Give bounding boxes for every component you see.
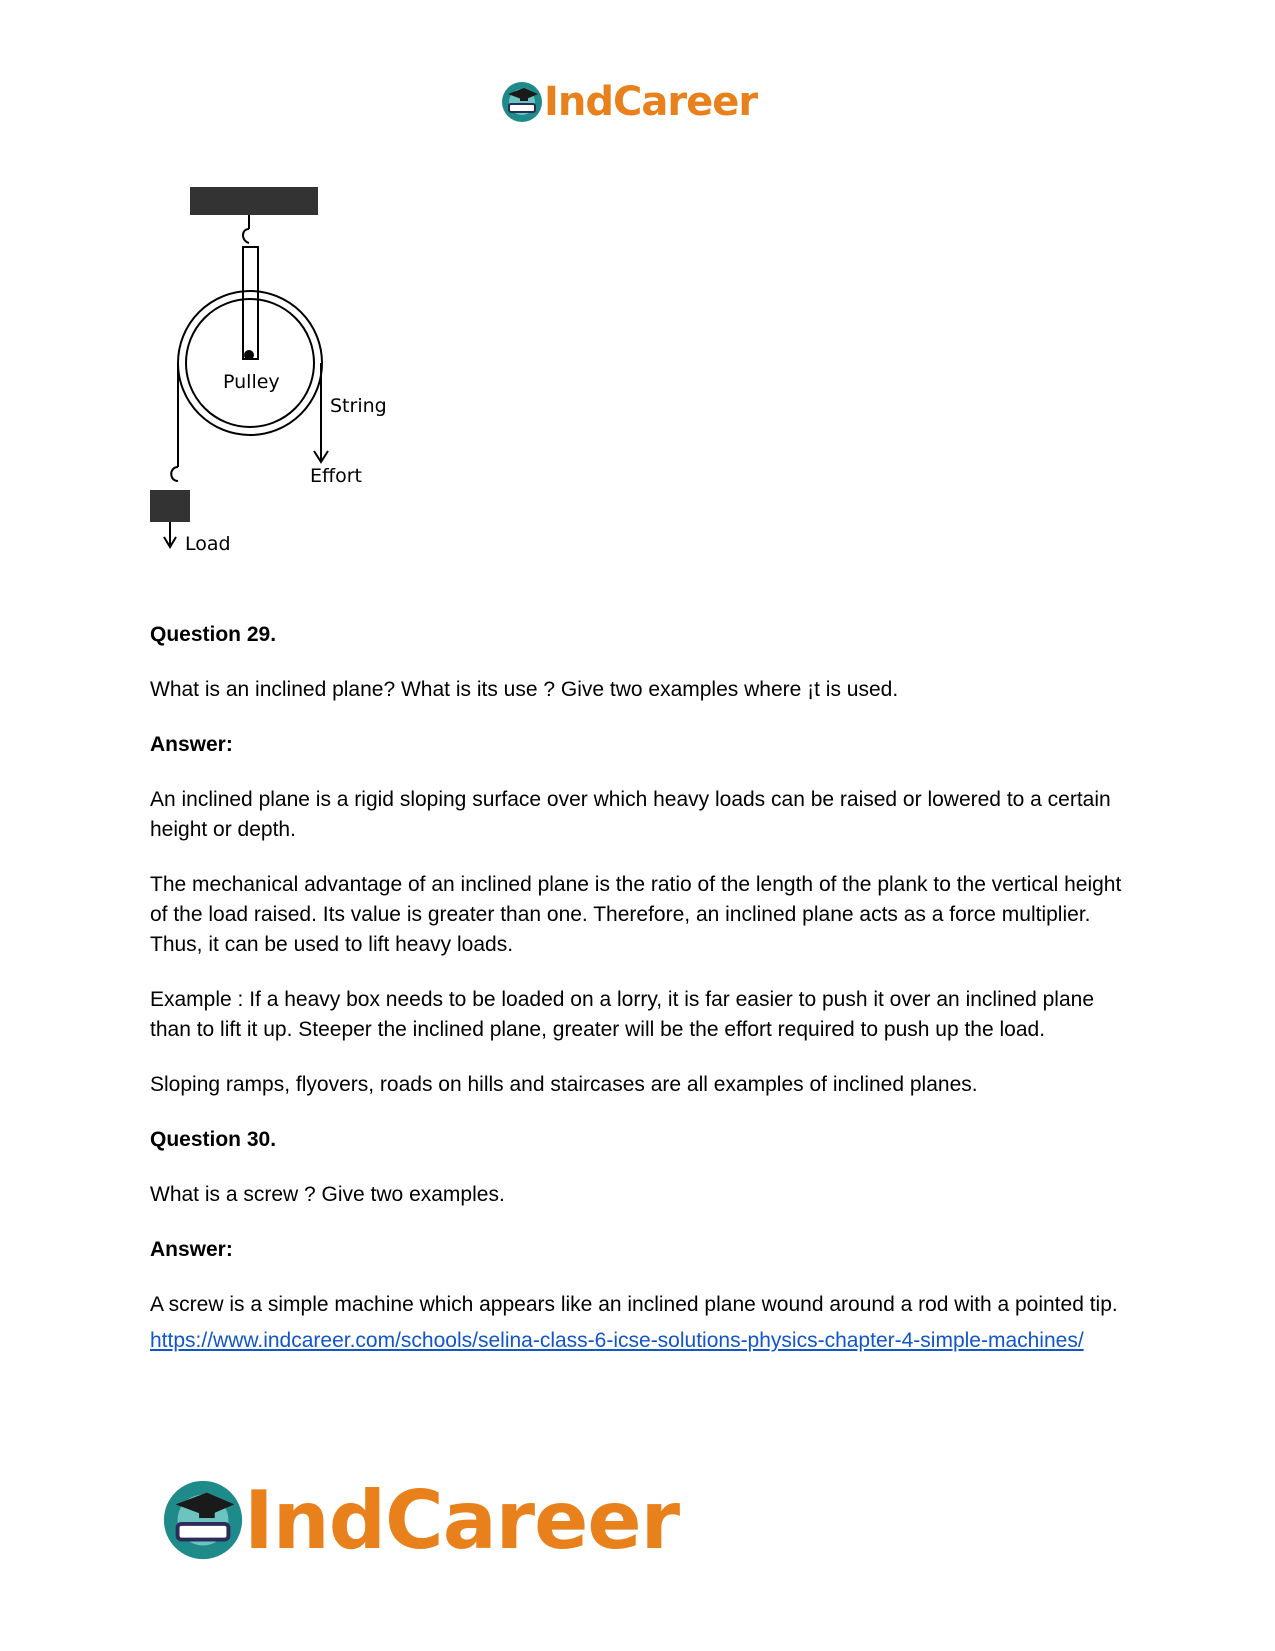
pulley-label: Pulley [223,371,280,393]
logo-text: IndCareer [544,79,758,125]
answer-29-label: Answer: [150,733,233,756]
question-29-heading: Question 29. [150,623,277,646]
answer-29-paragraph-3: Example : If a heavy box needs to be loaded on a lorry, it is far easier to push it over an inclined plane than to lift it up. Steeper the inclined plane, greater will be the effort required to push up the load. [150,988,1094,1041]
answer-30-label: Answer: [150,1238,233,1261]
effort-label: Effort [310,465,362,487]
source-link[interactable]: https://www.indcareer.com/schools/selina-class-6-icse-solutions-physics-chapter-4-simple-machines/ [150,1329,1084,1352]
pulley-block [243,247,258,359]
load-hook [171,467,178,481]
pulley-axle [244,350,254,360]
logo-text: IndCareer [244,1473,680,1567]
string-label: String [330,395,387,417]
question-30-text: What is a screw ? Give two examples. [150,1183,505,1206]
graduation-book-icon [160,1477,246,1563]
graduation-book-icon [500,80,544,124]
load-block [150,490,190,522]
document-body [150,620,1140,1356]
answer-29-paragraph-4: Sloping ramps, flyovers, roads on hills and staircases are all examples of inclined planes. [150,1073,978,1096]
answer-29-paragraph-1: An inclined plane is a rigid sloping surface over which heavy loads can be raised or lowered to a certain height or depth. [150,788,1111,841]
answer-29-paragraph-2: The mechanical advantage of an inclined plane is the ratio of the length of the plank to the vertical height of the load raised. Its value is greater than one. Therefore, an inclined plane acts as a force multiplier. Thus, it can be used to lift heavy loads. [150,873,1122,956]
question-29-text: What is an inclined plane? What is its use ? Give two examples where ¡t is used. [150,678,899,701]
ceiling-support [190,187,318,215]
answer-30-paragraph-1: A screw is a simple machine which appears like an inclined plane wound around a rod with a pointed tip. [150,1293,1118,1316]
question-30-heading: Question 30. [150,1128,277,1151]
pulley-diagram [145,185,415,585]
hook [243,215,249,243]
footer-logo [160,1470,720,1570]
header-logo [500,74,780,130]
load-label: Load [185,533,231,555]
